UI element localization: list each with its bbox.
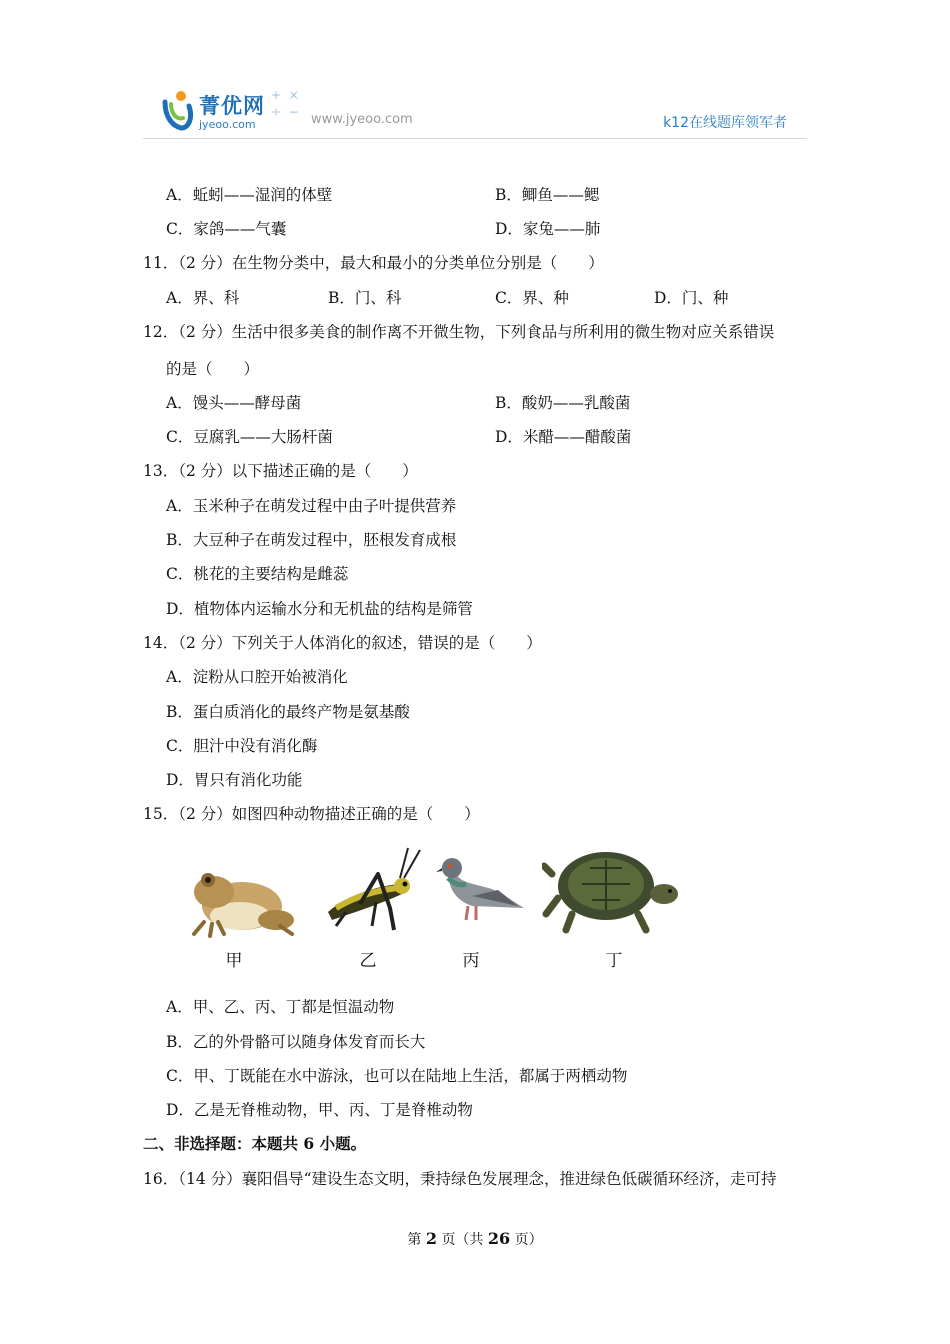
grasshopper-icon — [316, 846, 422, 936]
header-slogan: k12在线题库领军者 — [663, 115, 787, 131]
turtle-icon — [542, 844, 682, 936]
q12-option-c: C．豆腐乳——大肠杆菌 — [166, 428, 333, 446]
total-pages: 26 — [487, 1229, 511, 1248]
current-page: 2 — [425, 1229, 437, 1248]
q16-stem: 16．（14 分）襄阳倡导“建设生态文明，秉持绿色发展理念，推进绿色低碳循环经济，走可持 — [143, 1170, 777, 1188]
animal-label-bing: 丙 — [462, 951, 480, 971]
q14-option-a: A．淀粉从口腔开始被消化 — [166, 668, 348, 686]
q11-stem: 11．（2 分）在生物分类中，最大和最小的分类单位分别是（ ） — [143, 254, 604, 272]
q13-option-d: D．植物体内运输水分和无机盐的结构是筛管 — [166, 600, 473, 618]
q11-option-b: B．门、科 — [328, 289, 402, 307]
q13-option-c: C．桃花的主要结构是雌蕊 — [166, 565, 349, 583]
q12-stem-line2: 的是（ ） — [166, 360, 260, 378]
q12-stem-line1: 12．（2 分）生活中很多美食的制作离不开微生物，下列食品与所利用的微生物对应关系错误 — [143, 323, 775, 341]
logo-domain: jyeoo.com — [199, 118, 256, 131]
q10-option-d: D．家兔——肺 — [495, 220, 601, 238]
q13-stem: 13．（2 分）以下描述正确的是（ ） — [143, 462, 418, 480]
page-header — [143, 82, 807, 139]
q11-option-a: A．界、科 — [166, 289, 240, 307]
frog-icon — [184, 862, 298, 938]
q13-option-a: A．玉米种子在萌发过程中由子叶提供营养 — [166, 497, 457, 515]
animal-label-jia: 甲 — [225, 951, 243, 971]
q15-option-b: B．乙的外骨骼可以随身体发育而长大 — [166, 1033, 426, 1051]
q13-option-b: B．大豆种子在萌发过程中，胚根发育成根 — [166, 531, 457, 549]
section-heading: 二、非选择题：本题共 6 小题。 — [143, 1134, 367, 1153]
logo-text: 菁优网 — [199, 94, 265, 118]
q15-option-d: D．乙是无脊椎动物，甲、丙、丁是脊椎动物 — [166, 1101, 473, 1119]
q11-option-d: D．门、种 — [654, 289, 729, 307]
q12-option-b: B．酸奶——乳酸菌 — [495, 394, 631, 412]
q11-option-c: C．界、种 — [495, 289, 569, 307]
animal-label-ding: 丁 — [605, 951, 623, 971]
q14-stem: 14．（2 分）下列关于人体消化的叙述，错误的是（ ） — [143, 634, 542, 652]
q15-option-a: A．甲、乙、丙、丁都是恒温动物 — [166, 998, 395, 1016]
q12-option-a: A．馒头——酵母菌 — [166, 394, 302, 412]
animal-label-yi: 乙 — [359, 951, 377, 971]
q10-option-c: C．家鸽——气囊 — [166, 220, 287, 238]
q15-option-c: C．甲、丁既能在水中游泳，也可以在陆地上生活，都属于两栖动物 — [166, 1067, 628, 1085]
page-footer: 第 2 页（共 26 页） — [407, 1229, 543, 1248]
q14-option-b: B．蛋白质消化的最终产物是氨基酸 — [166, 703, 410, 721]
q10-option-a: A．蚯蚓——湿润的体壁 — [166, 186, 333, 204]
q12-option-d: D．米醋——醋酸菌 — [495, 428, 632, 446]
q10-option-b: B．鲫鱼——鳃 — [495, 186, 600, 204]
math-symbols-icon: + × ÷ − — [271, 88, 299, 119]
q15-animal-figure — [170, 838, 690, 971]
jyeoo-logo-icon — [159, 88, 195, 132]
site-url[interactable]: www.jyeoo.com — [311, 112, 413, 127]
q14-option-c: C．胆汁中没有消化酶 — [166, 737, 318, 755]
q15-stem: 15．（2 分）如图四种动物描述正确的是（ ） — [143, 805, 480, 823]
q14-option-d: D．胃只有消化功能 — [166, 771, 303, 789]
pigeon-icon — [432, 850, 528, 926]
